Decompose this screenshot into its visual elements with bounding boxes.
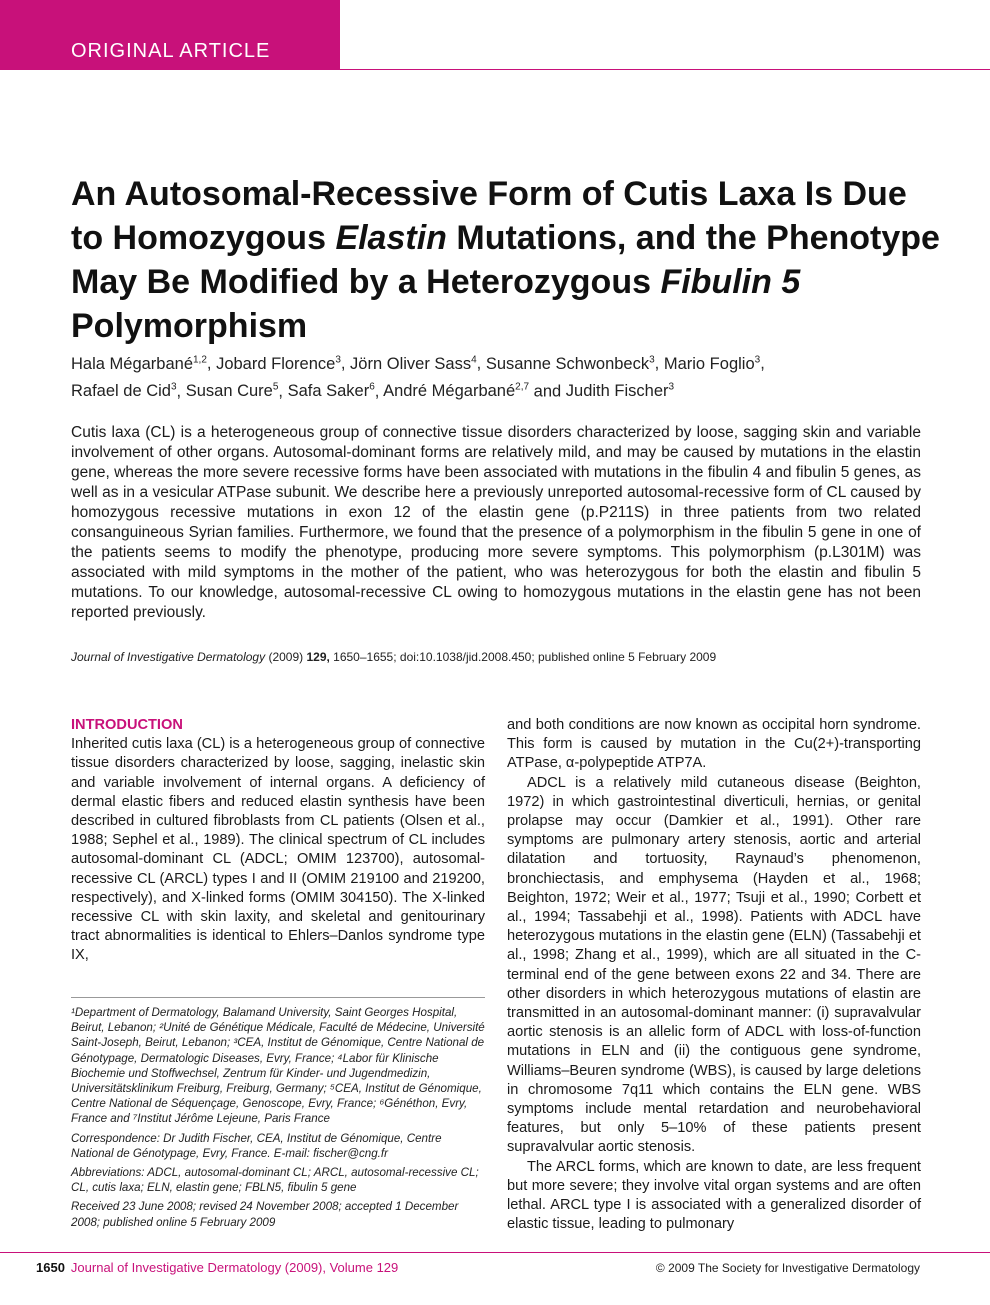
author: Susan Cure$^5$ [185, 381, 279, 400]
affiliations: ¹Department of Dermatology, Balamand University, Saint Georges Hospital, Beirut, Lebanon; ²Unité de Génétique Médicale, Faculté de Médecine, Université Saint-Joseph, Beirut, Lebanon; ³CEA, Institut de Génomique, Centre National de Génotypage, Dermatologic Diseases, Evry, France; ⁴Labor für Klinische Biochemie und Stoffwechsel, Zentrum für Kinder- und Jugendmedizin, Universitätsklinikum Freiburg, Freiburg, Germany; ⁵CEA, Institut de Génomique, Centre National de Séquençage, Genoscope, Evry, France; ⁶Généthon, Evry, France and ⁷Institut Jérôme Lejeune, Paris France [71, 1006, 485, 1126]
page-number: 1650 [36, 1260, 65, 1275]
right-column [507, 716, 921, 1234]
author: Rafael de Cid$^3$ [71, 381, 177, 400]
intro-paragraph-3: ADCL is a relatively mild cutaneous disease (Beighton, 1972) in which gastrointestinal diverticuli, hernias, or genital prolapse may occur (Damkier et al., 1991). Other rare symptoms are pulmonary artery stenosis, aortic and arterial dilatation and tortuosity, Raynaud’s phenomenon, bronchiectasis, and emphysema (Hayden et al., 1968; Beighton, 1972; Weir et al., 1977; Tsuji et al., 1990; Corbett et al., 1994; Tassabehji et al., 1998). Patients with ADCL have heterozygous mutations in the elastin gene (ELN) (Tassabehji et al., 1998; Zhang et al., 1999), which are all situated in the C-terminal end of the gene between exons 22 and 34. There are other disorders in which heterozygous mutations of elastin are transmitted in an autosomal-dominant manner: (i) supravalvular aortic stenosis is an allelic form of ADCL with loss-of-function mutations in ELN and (ii) the contiguous gene syndrome, Williams–Beuren syndrome (WBS), is caused by large deletions in chromosome 7q11 which contains the ELN gene. WBS symptoms include mental retardation and neurobehavioral features, but only 5–10% of these patients present supravalvular aortic stenosis. [507, 774, 921, 1156]
intro-paragraph-2: and both conditions are now known as occipital horn syndrome. This form is caused by mutation in the Cu(2+)-transporting ATPase, α-polypeptide ATP7A. [507, 717, 921, 772]
intro-paragraph-4: The ARCL forms, which are known to date, are less frequent but more severe; they involve vital organ systems and are often lethal. ARCL type I is associated with a generalized disorder of elastic tissue, leading to pulmonary [507, 1158, 921, 1233]
citation-journal: Journal of Investigative Dermatology [71, 650, 266, 664]
author-conjunction: and [533, 382, 562, 400]
footnotes [71, 1005, 485, 1234]
author: Jörn Oliver Sass$^4$ [350, 354, 477, 373]
header-rule [340, 69, 990, 70]
intro-paragraph-1: Inherited cutis laxa (CL) is a heterogeneous group of connective tissue disorders characterized by loose, sagging, inelastic skin and variable involvement of internal organs. A deficiency of dermal elastic fibers and reduced elastin synthesis have been described in cultured fibroblasts from CL patients (Olsen et al., 1988; Sephel et al., 1989). The clinical spectrum of CL includes autosomal-dominant CL (ADCL; OMIM 123700), autosomal-recessive CL (ARCL) types I and II (OMIM 219100 and 219200, respectively), and X-linked forms (OMIM 304150). The X-linked recessive CL with skin laxity, and skeletal and genitourinary tract abnormalities is identical to Ehlers–Danlos syndrome type IX, [71, 736, 485, 964]
footnote-rule [71, 997, 485, 998]
citation-volume: 129, [306, 650, 330, 664]
article-title [71, 172, 941, 348]
author: Mario Foglio$^3$ [663, 354, 761, 373]
author: Judith Fischer$^3$ [565, 381, 675, 400]
title-text-3: Polymorphism [71, 307, 308, 345]
author: André Mégarbané$^{2,7}$ [383, 381, 530, 400]
article-dates: Received 23 June 2008; revised 24 November 2008; accepted 1 December 2008; published online 5 February 2009 [71, 1200, 459, 1229]
author: Susanne Schwonbeck$^3$ [485, 354, 655, 373]
abbreviations: Abbreviations: ADCL, autosomal-dominant CL; ARCL, autosomal-recessive CL; CL, cutis laxa; ELN, elastin gene; FBLN5, fibulin 5 gene [71, 1166, 479, 1195]
title-text-2: Mutations, and the Phenotype May Be Modified by a Heterozygous [71, 219, 940, 301]
copyright: © 2009 The Society for Investigative Dermatology [655, 1261, 920, 1275]
title-gene-2: Fibulin 5 [660, 263, 801, 301]
author: Safa Saker$^6$ [287, 381, 375, 400]
author-line-1: Hala Mégarbané$^{1,2}$, Jobard Florence$^3$, Jörn Oliver Sass$^4$, Susanne Schwonbeck$^3$, Mario Foglio$^3$, [71, 354, 765, 373]
footer-left [36, 1260, 398, 1275]
abstract: Cutis laxa (CL) is a heterogeneous group of connective tissue disorders characterized by loose, sagging skin and variable involvement of other organs. Autosomal-dominant forms are relatively mild, and may be caused by mutations in the elastin gene, whereas the more severe recessive forms have been associated with mutations in the fibulin 4 and fibulin 5 genes, as well as in a vesicular ATPase subunit. We describe here a previously unreported autosomal-recessive form of CL caused by homozygous recessive mutations in exon 12 of the elastin gene (p.P211S) in three patients from two related consanguineous Syrian families. Furthermore, we found that the presence of a polymorphism in the fibulin 5 gene in one of the patients seems to modify the phenotype, producing more severe symptoms. This polymorphism (p.L301M) was associated with mild symptoms in the mother of the patient, who was heterozygous for both the elastin and fibulin 5 mutations. To our knowledge, autosomal-recessive CL owing to homozygous mutations in the elastin gene has not been reported previously. [71, 424, 921, 621]
author: Jobard Florence$^3$ [216, 354, 341, 373]
footer-journal: Journal of Investigative Dermatology (2009), Volume 129 [70, 1260, 399, 1275]
author: Hala Mégarbané$^{1,2}$ [71, 354, 207, 373]
citation-line: Journal of Investigative Dermatology (2009) 129, 1650–1655; doi:10.1038/jid.2008.450; published online 5 February 2009 [71, 650, 717, 664]
left-column [71, 716, 485, 966]
section-label: ORIGINAL ARTICLE [71, 40, 271, 62]
title-gene-1: Elastin [335, 219, 447, 257]
author-list [71, 348, 931, 403]
footer-rule [0, 1252, 990, 1253]
correspondence: Correspondence: Dr Judith Fischer, CEA, Institut de Génomique, Centre National de Génotypage, Evry, France. E-mail: fischer@cng.fr [71, 1131, 442, 1160]
author-line-2: Rafael de Cid$^3$, Susan Cure$^5$, Safa Saker$^6$, André Mégarbané$^{2,7}$ and Judith Fischer$^3$ [71, 381, 675, 400]
introduction-heading: INTRODUCTION [71, 717, 183, 733]
title-text-1: An Autosomal-Recessive Form of Cutis Laxa Is Due to Homozygous [71, 175, 907, 257]
